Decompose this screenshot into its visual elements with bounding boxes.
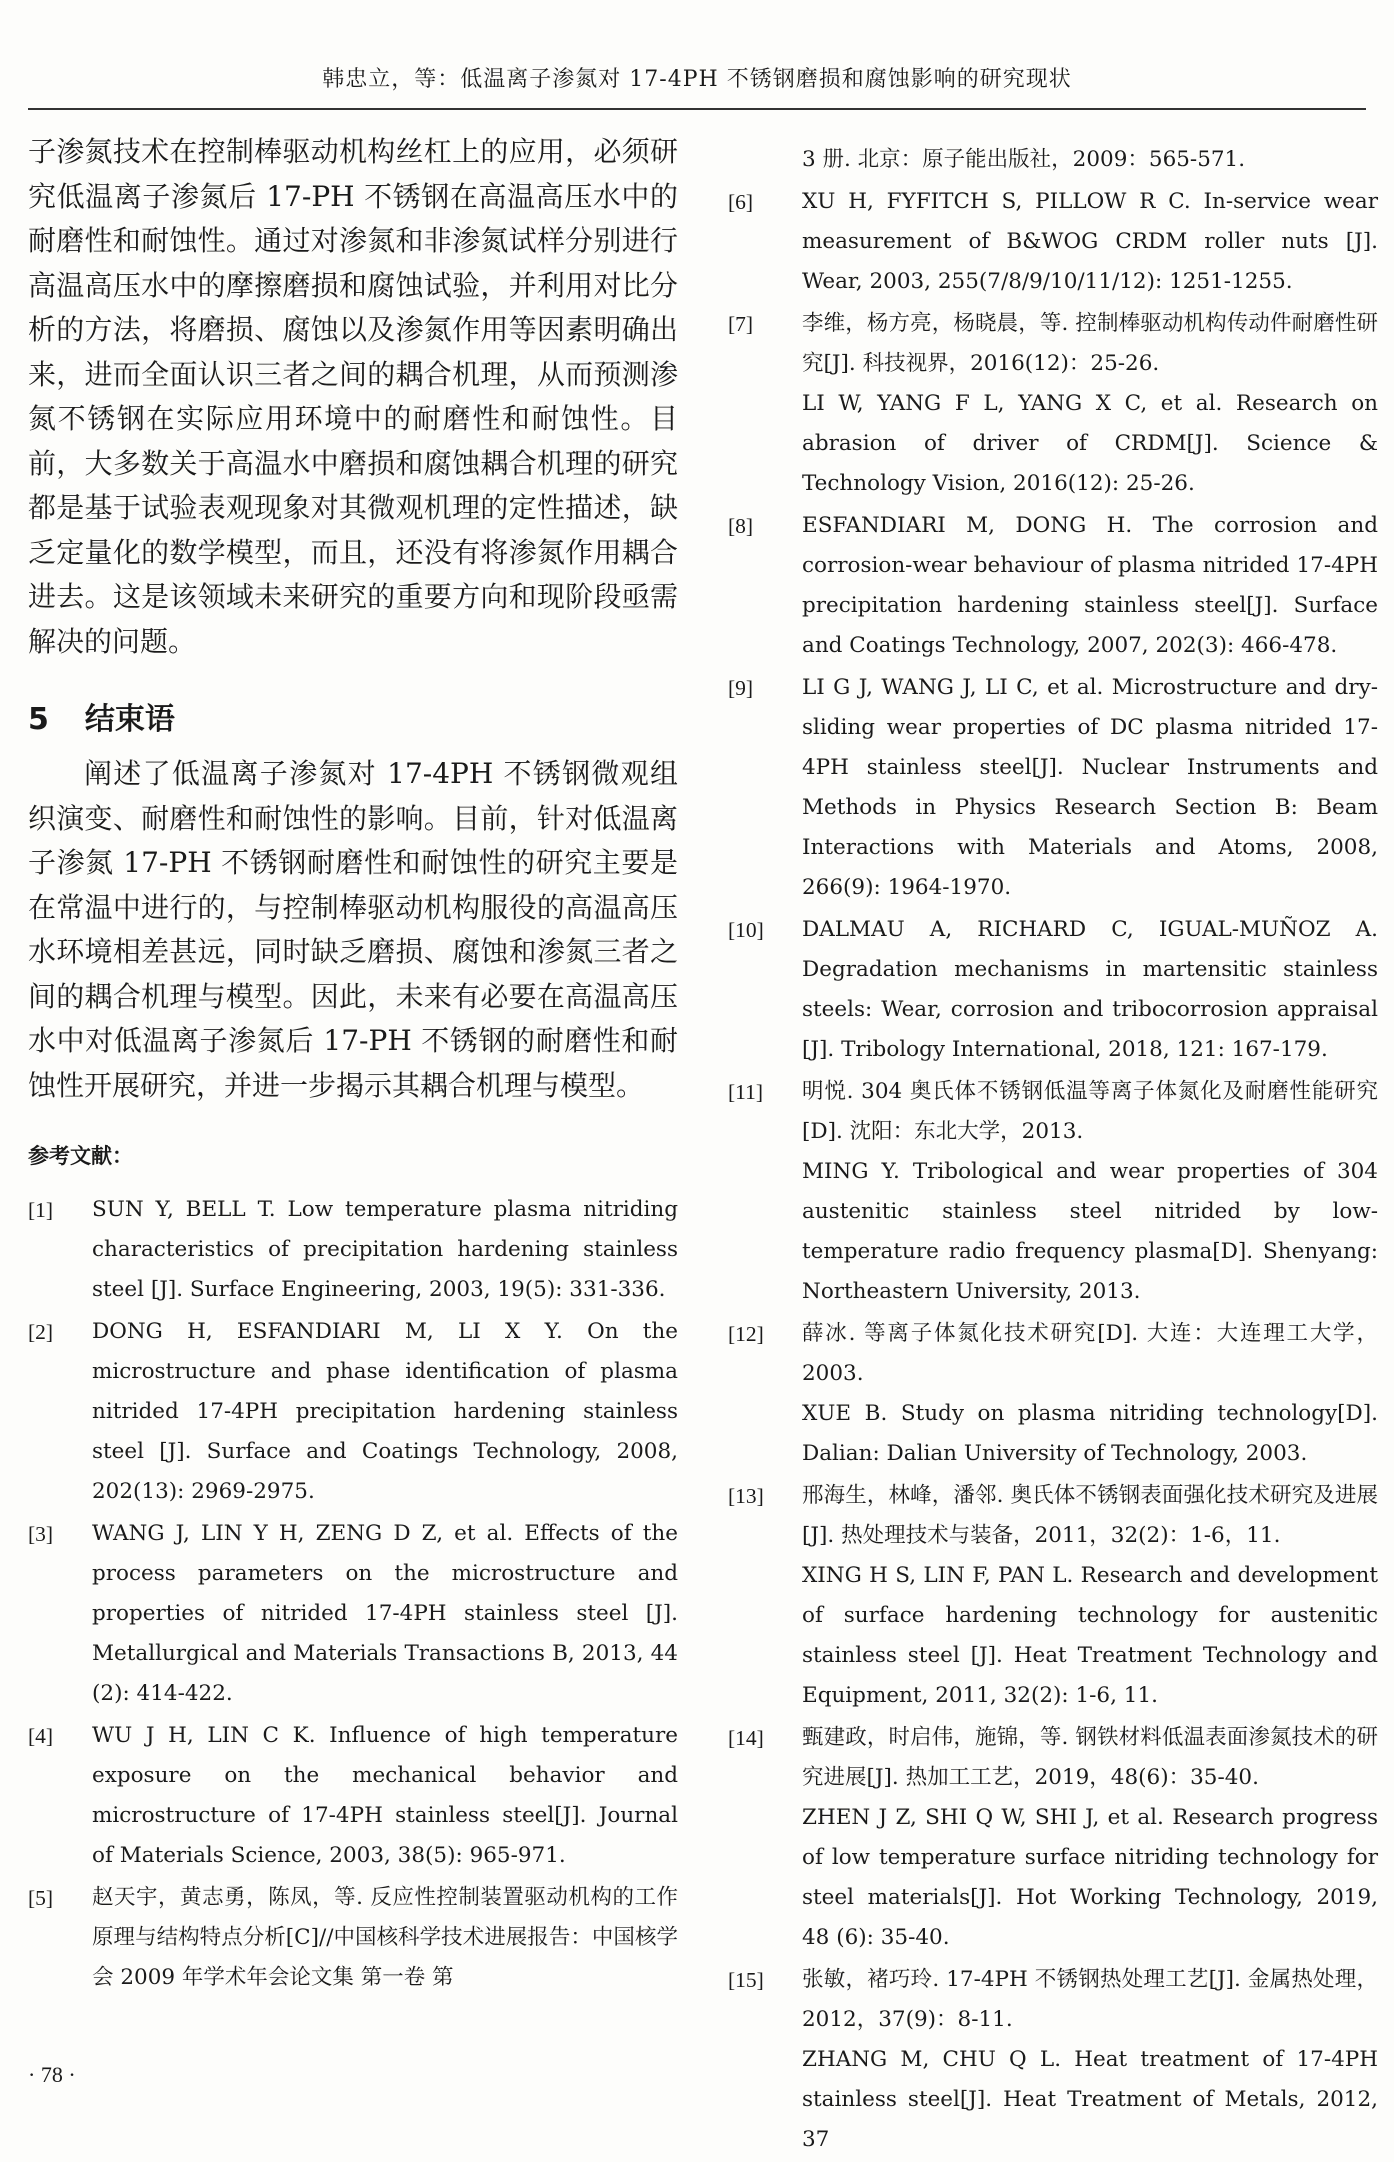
reference-text-english: ZHEN J Z, SHI Q W, SHI J, et al. Research progress of low temperature surface nitriding technology for steel materials[J]. Hot Working Technology, 2019, 48 (6): 35-40.	[802, 1805, 1378, 1950]
section-heading	[28, 694, 678, 738]
left-column	[28, 130, 678, 2000]
reference-text: DALMAU A, RICHARD C, IGUAL-MUÑOZ A. Degradation mechanisms in martensitic stainless steels: Wear, corrosion and tribocorrosion appraisal [J]. Tribology International, 2018, 121: 167-179.	[802, 917, 1378, 1062]
conclusion-paragraph: 阐述了低温离子渗氮对 17-4PH 不锈钢微观组织演变、耐磨性和耐蚀性的影响。目前，针对低温离子渗氮 17-PH 不锈钢耐磨性和耐蚀性的研究主要是在常温中进行的，与控制棒驱动机构服役的高温高压水环境相差甚远，同时缺乏磨损、腐蚀和渗氮三者之间的耦合机理与模型。因此，未来有必要在高温高压水中对低温离子渗氮后 17-PH 不锈钢的耐磨性和耐蚀性开展研究，并进一步揭示其耦合机理与模型。	[28, 757, 678, 1102]
references-title: 参考文献：	[28, 1144, 133, 1168]
reference-item	[728, 910, 1378, 1070]
reference-text: 薛冰. 等离子体氮化技术研究[D]. 大连：大连理工大学，2003.	[802, 1321, 1378, 1386]
reference-text: 赵天宇，黄志勇，陈凤，等. 反应性控制装置驱动机构的工作原理与结构特点分析[C]//中国核科学技术进展报告：中国核学会 2009 年学术年会论文集 第一卷 第	[92, 1885, 678, 1990]
reference-item	[728, 1476, 1378, 1716]
reference-number: [6]	[728, 190, 754, 214]
continued-paragraph: 子渗氮技术在控制棒驱动机构丝杠上的应用，必须研究低温离子渗氮后 17-PH 不锈钢在高温高压水中的耐磨性和耐蚀性。通过对渗氮和非渗氮试样分别进行高温高压水中的摩擦磨损和腐蚀试验，并利用对比分析的方法，将磨损、腐蚀以及渗氮作用等因素明确出来，进而全面认识三者之间的耦合机理，从而预测渗氮不锈钢在实际应用环境中的耐磨性和耐蚀性。目前，大多数关于高温水中磨损和腐蚀耦合机理的研究都是基于试验表观现象对其微观机理的定性描述，缺乏定量化的数学模型，而且，还没有将渗氮作用耦合进去。这是该领域未来研究的重要方向和现阶段亟需解决的问题。	[28, 135, 678, 658]
reference-text-english: XUE B. Study on plasma nitriding technology[D]. Dalian: Dalian University of Technology, 2003.	[802, 1401, 1378, 1466]
reference-item	[728, 182, 1378, 302]
reference-number: [1]	[28, 1198, 54, 1222]
reference-item	[728, 1960, 1378, 2160]
reference-continuation	[728, 140, 1378, 180]
reference-number: [9]	[728, 676, 754, 700]
reference-text-english: XING H S, LIN F, PAN L. Research and development of surface hardening technology for austenitic stainless steel [J]. Heat Treatment Technology and Equipment, 2011, 32(2): 1-6, 11.	[802, 1563, 1378, 1708]
reference-text: 邢海生，林峰，潘邻. 奥氏体不锈钢表面强化技术研究及进展[J]. 热处理技术与装备，2011，32(2)：1-6，11.	[802, 1483, 1378, 1548]
reference-text: 张敏，褚巧玲. 17-4PH 不锈钢热处理工艺[J]. 金属热处理，2012，37(9)：8-11.	[802, 1967, 1378, 2032]
reference-item	[28, 1716, 678, 1876]
reference-item	[28, 1190, 678, 1310]
reference-item	[728, 1314, 1378, 1474]
reference-text: SUN Y, BELL T. Low temperature plasma nitriding characteristics of precipitation hardening stainless steel [J]. Surface Engineering, 2003, 19(5): 331-336.	[92, 1197, 678, 1302]
header-divider	[28, 108, 1366, 110]
right-column	[728, 140, 1378, 2162]
reference-number: [3]	[28, 1522, 54, 1546]
reference-text-english: ZHANG M, CHU Q L. Heat treatment of 17-4PH stainless steel[J]. Heat Treatment of Metals, 2012, 37	[802, 2047, 1378, 2152]
reference-number: [4]	[28, 1724, 54, 1748]
reference-item	[28, 1312, 678, 1512]
reference-number: [14]	[728, 1726, 764, 1750]
reference-item	[728, 506, 1378, 666]
reference-number: [7]	[728, 312, 754, 336]
reference-text-english: LI W, YANG F L, YANG X C, et al. Research on abrasion of driver of CRDM[J]. Science & Technology Vision, 2016(12): 25-26.	[802, 391, 1378, 496]
reference-text: 甄建政，时启伟，施锦，等. 钢铁材料低温表面渗氮技术的研究进展[J]. 热加工工艺，2019，48(6)：35-40.	[802, 1725, 1378, 1790]
section-title: 结束语	[84, 702, 175, 737]
reference-item	[728, 668, 1378, 908]
reference-number: [8]	[728, 514, 754, 538]
reference-text: WANG J, LIN Y H, ZENG D Z, et al. Effects of the process parameters on the microstructure and properties of nitrided 17-4PH stainless steel [J]. Metallurgical and Materials Transactions B, 2013, 44 (2): 414-422.	[92, 1521, 678, 1706]
reference-item	[728, 1072, 1378, 1312]
reference-number: [5]	[28, 1886, 54, 1910]
reference-item	[28, 1514, 678, 1714]
section-number: 5	[28, 702, 49, 737]
reference-number: [10]	[728, 918, 764, 942]
running-header: 韩忠立，等：低温离子渗氮对 17-4PH 不锈钢磨损和腐蚀影响的研究现状	[322, 67, 1072, 92]
reference-text: WU J H, LIN C K. Influence of high temperature exposure on the mechanical behavior and microstructure of 17-4PH stainless steel[J]. Journal of Materials Science, 2003, 38(5): 965-971.	[92, 1723, 678, 1868]
reference-number: [15]	[728, 1968, 764, 1992]
reference-text: 明悦. 304 奥氏体不锈钢低温等离子体氮化及耐磨性能研究[D]. 沈阳：东北大学，2013.	[802, 1079, 1378, 1144]
reference-text: DONG H, ESFANDIARI M, LI X Y. On the microstructure and phase identification of plasma nitrided 17-4PH precipitation hardening stainless steel [J]. Surface and Coatings Technology, 2008, 202(13): 2969-2975.	[92, 1319, 678, 1504]
reference-text: 3 册. 北京：原子能出版社，2009：565-571.	[802, 147, 1246, 172]
reference-number: [12]	[728, 1322, 764, 1346]
reference-number: [11]	[728, 1080, 764, 1104]
reference-text: LI G J, WANG J, LI C, et al. Microstructure and dry-sliding wear properties of DC plasma nitrided 17-4PH stainless steel[J]. Nuclear Instruments and Methods in Physics Research Section B: Beam Interactions with Materials and Atoms, 2008, 266(9): 1964-1970.	[802, 675, 1378, 900]
page-number: · 78 ·	[28, 2062, 76, 2087]
reference-text-english: MING Y. Tribological and wear properties of 304 austenitic stainless steel nitrided by low-temperature radio frequency plasma[D]. Shenyang: Northeastern University, 2013.	[802, 1159, 1378, 1304]
reference-number: [13]	[728, 1484, 764, 1508]
reference-item	[728, 1718, 1378, 1958]
reference-text: XU H, FYFITCH S, PILLOW R C. In-service wear measurement of B&WOG CRDM roller nuts [J]. Wear, 2003, 255(7/8/9/10/11/12): 1251-1255.	[802, 189, 1378, 294]
reference-text: ESFANDIARI M, DONG H. The corrosion and corrosion-wear behaviour of plasma nitrided 17-4PH precipitation hardening stainless steel[J]. Surface and Coatings Technology, 2007, 202(3): 466-478.	[802, 513, 1378, 658]
reference-text: 李维，杨方亮，杨晓晨，等. 控制棒驱动机构传动件耐磨性研究[J]. 科技视界，2016(12)：25-26.	[802, 311, 1378, 376]
reference-item	[28, 1878, 678, 1998]
reference-item	[728, 304, 1378, 504]
reference-number: [2]	[28, 1320, 54, 1344]
